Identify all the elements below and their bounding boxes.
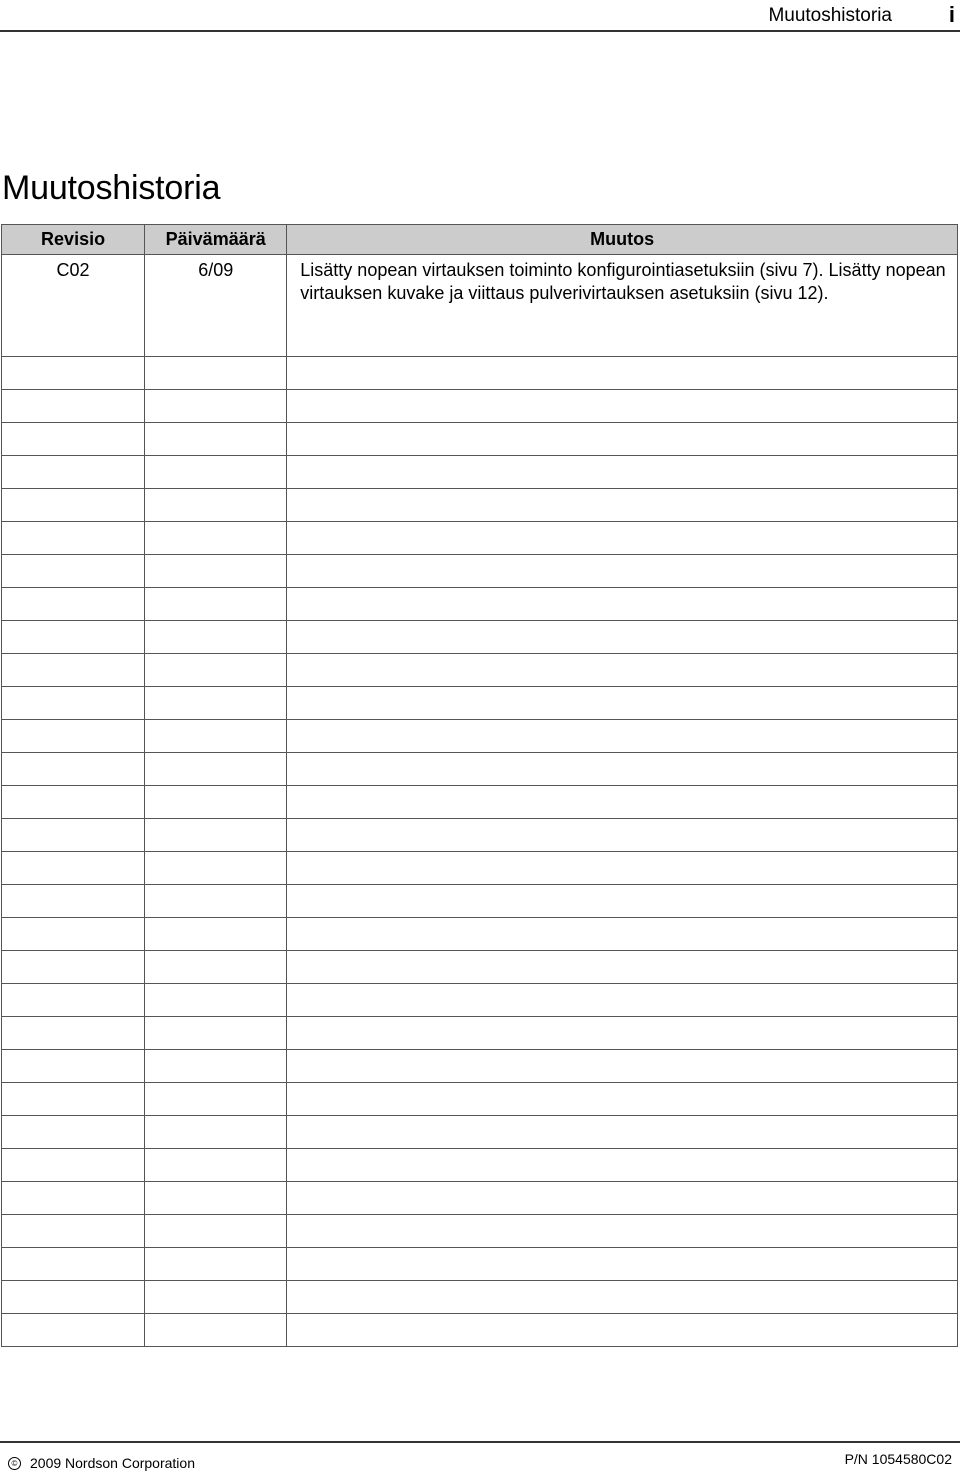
empty-change-cell <box>287 1215 958 1248</box>
empty-revision-cell <box>2 522 145 555</box>
page-title: Muutoshistoria <box>2 169 221 207</box>
empty-table-row <box>2 753 958 786</box>
empty-revision-cell <box>2 357 145 390</box>
empty-date-cell <box>145 1017 287 1050</box>
empty-table-row <box>2 852 958 885</box>
empty-date-cell <box>145 621 287 654</box>
empty-revision-cell <box>2 984 145 1017</box>
empty-date-cell <box>145 984 287 1017</box>
empty-date-cell <box>145 1215 287 1248</box>
empty-change-cell <box>287 456 958 489</box>
empty-revision-cell <box>2 1083 145 1116</box>
empty-change-cell <box>287 1314 958 1347</box>
empty-change-cell <box>287 687 958 720</box>
empty-change-cell <box>287 1248 958 1281</box>
empty-revision-cell <box>2 687 145 720</box>
empty-date-cell <box>145 819 287 852</box>
empty-date-cell <box>145 588 287 621</box>
empty-table-row <box>2 951 958 984</box>
empty-date-cell <box>145 951 287 984</box>
empty-date-cell <box>145 885 287 918</box>
empty-change-cell <box>287 885 958 918</box>
empty-revision-cell <box>2 1182 145 1215</box>
revision-cell: C02 <box>2 255 145 357</box>
empty-change-cell <box>287 1116 958 1149</box>
empty-change-cell <box>287 1017 958 1050</box>
column-header-date: Päivämäärä <box>145 225 287 255</box>
empty-date-cell <box>145 423 287 456</box>
empty-date-cell <box>145 687 287 720</box>
empty-revision-cell <box>2 654 145 687</box>
empty-date-cell <box>145 654 287 687</box>
empty-table-row <box>2 1083 958 1116</box>
empty-change-cell <box>287 819 958 852</box>
copyright-text: 2009 Nordson Corporation <box>30 1455 195 1471</box>
empty-change-cell <box>287 1182 958 1215</box>
empty-change-cell <box>287 588 958 621</box>
empty-date-cell <box>145 1050 287 1083</box>
empty-date-cell <box>145 1314 287 1347</box>
empty-revision-cell <box>2 1116 145 1149</box>
empty-table-row <box>2 1182 958 1215</box>
empty-change-cell <box>287 621 958 654</box>
empty-revision-cell <box>2 819 145 852</box>
empty-date-cell <box>145 1281 287 1314</box>
empty-revision-cell <box>2 1248 145 1281</box>
empty-date-cell <box>145 753 287 786</box>
empty-date-cell <box>145 522 287 555</box>
column-header-change: Muutos <box>287 225 958 255</box>
empty-date-cell <box>145 852 287 885</box>
revision-history-table <box>1 224 958 1347</box>
copyright-icon: © <box>8 1457 21 1470</box>
empty-table-row <box>2 720 958 753</box>
empty-revision-cell <box>2 1314 145 1347</box>
empty-table-row <box>2 588 958 621</box>
empty-table-row <box>2 522 958 555</box>
empty-revision-cell <box>2 621 145 654</box>
empty-change-cell <box>287 1050 958 1083</box>
empty-table-row <box>2 654 958 687</box>
empty-revision-cell <box>2 588 145 621</box>
empty-revision-cell <box>2 489 145 522</box>
empty-date-cell <box>145 1083 287 1116</box>
empty-date-cell <box>145 489 287 522</box>
empty-revision-cell <box>2 1215 145 1248</box>
empty-date-cell <box>145 357 287 390</box>
empty-table-row <box>2 390 958 423</box>
empty-change-cell <box>287 1149 958 1182</box>
empty-date-cell <box>145 390 287 423</box>
empty-change-cell <box>287 918 958 951</box>
column-header-revision: Revisio <box>2 225 145 255</box>
empty-change-cell <box>287 786 958 819</box>
empty-revision-cell <box>2 1017 145 1050</box>
empty-date-cell <box>145 456 287 489</box>
empty-table-row <box>2 423 958 456</box>
empty-revision-cell <box>2 720 145 753</box>
empty-change-cell <box>287 984 958 1017</box>
empty-table-row <box>2 555 958 588</box>
header-title: Muutoshistoria <box>768 5 892 26</box>
change-cell: Lisätty nopean virtauksen toiminto konfigurointiasetuksiin (sivu 7). Lisätty nopean virtauksen kuvake ja viittaus pulverivirtauksen asetuksiin (sivu 12). <box>287 255 958 357</box>
empty-revision-cell <box>2 951 145 984</box>
empty-change-cell <box>287 390 958 423</box>
empty-change-cell <box>287 423 958 456</box>
empty-date-cell <box>145 918 287 951</box>
empty-table-row <box>2 1017 958 1050</box>
empty-table-row <box>2 456 958 489</box>
empty-revision-cell <box>2 456 145 489</box>
empty-revision-cell <box>2 852 145 885</box>
empty-table-row <box>2 1314 958 1347</box>
empty-table-row <box>2 357 958 390</box>
empty-revision-cell <box>2 1050 145 1083</box>
empty-change-cell <box>287 852 958 885</box>
empty-table-row <box>2 819 958 852</box>
footer-divider <box>0 1441 960 1443</box>
empty-change-cell <box>287 951 958 984</box>
empty-revision-cell <box>2 423 145 456</box>
empty-change-cell <box>287 1083 958 1116</box>
empty-revision-cell <box>2 786 145 819</box>
empty-table-row <box>2 1116 958 1149</box>
empty-date-cell <box>145 720 287 753</box>
empty-revision-cell <box>2 753 145 786</box>
empty-change-cell <box>287 720 958 753</box>
page-header <box>0 0 960 32</box>
empty-date-cell <box>145 1116 287 1149</box>
empty-revision-cell <box>2 885 145 918</box>
empty-date-cell <box>145 1182 287 1215</box>
empty-change-cell <box>287 357 958 390</box>
table-header-row <box>2 225 958 255</box>
empty-date-cell <box>145 555 287 588</box>
empty-change-cell <box>287 753 958 786</box>
empty-table-row <box>2 984 958 1017</box>
empty-revision-cell <box>2 1149 145 1182</box>
empty-date-cell <box>145 1149 287 1182</box>
empty-table-row <box>2 621 958 654</box>
header-page-number: i <box>948 2 955 27</box>
empty-date-cell <box>145 786 287 819</box>
empty-change-cell <box>287 522 958 555</box>
empty-table-row <box>2 1248 958 1281</box>
empty-revision-cell <box>2 390 145 423</box>
date-cell: 6/09 <box>145 255 287 357</box>
empty-table-row <box>2 1215 958 1248</box>
table-row <box>2 255 958 357</box>
empty-revision-cell <box>2 555 145 588</box>
empty-table-row <box>2 1149 958 1182</box>
empty-revision-cell <box>2 1281 145 1314</box>
empty-change-cell <box>287 489 958 522</box>
empty-table-row <box>2 1281 958 1314</box>
footer-copyright <box>8 1454 195 1472</box>
empty-table-row <box>2 1050 958 1083</box>
empty-table-row <box>2 786 958 819</box>
empty-date-cell <box>145 1248 287 1281</box>
empty-table-row <box>2 918 958 951</box>
empty-revision-cell <box>2 918 145 951</box>
empty-change-cell <box>287 1281 958 1314</box>
empty-table-row <box>2 885 958 918</box>
empty-change-cell <box>287 555 958 588</box>
footer-part-number: P/N 1054580C02 <box>844 1451 952 1467</box>
empty-change-cell <box>287 654 958 687</box>
empty-table-row <box>2 687 958 720</box>
empty-table-row <box>2 489 958 522</box>
